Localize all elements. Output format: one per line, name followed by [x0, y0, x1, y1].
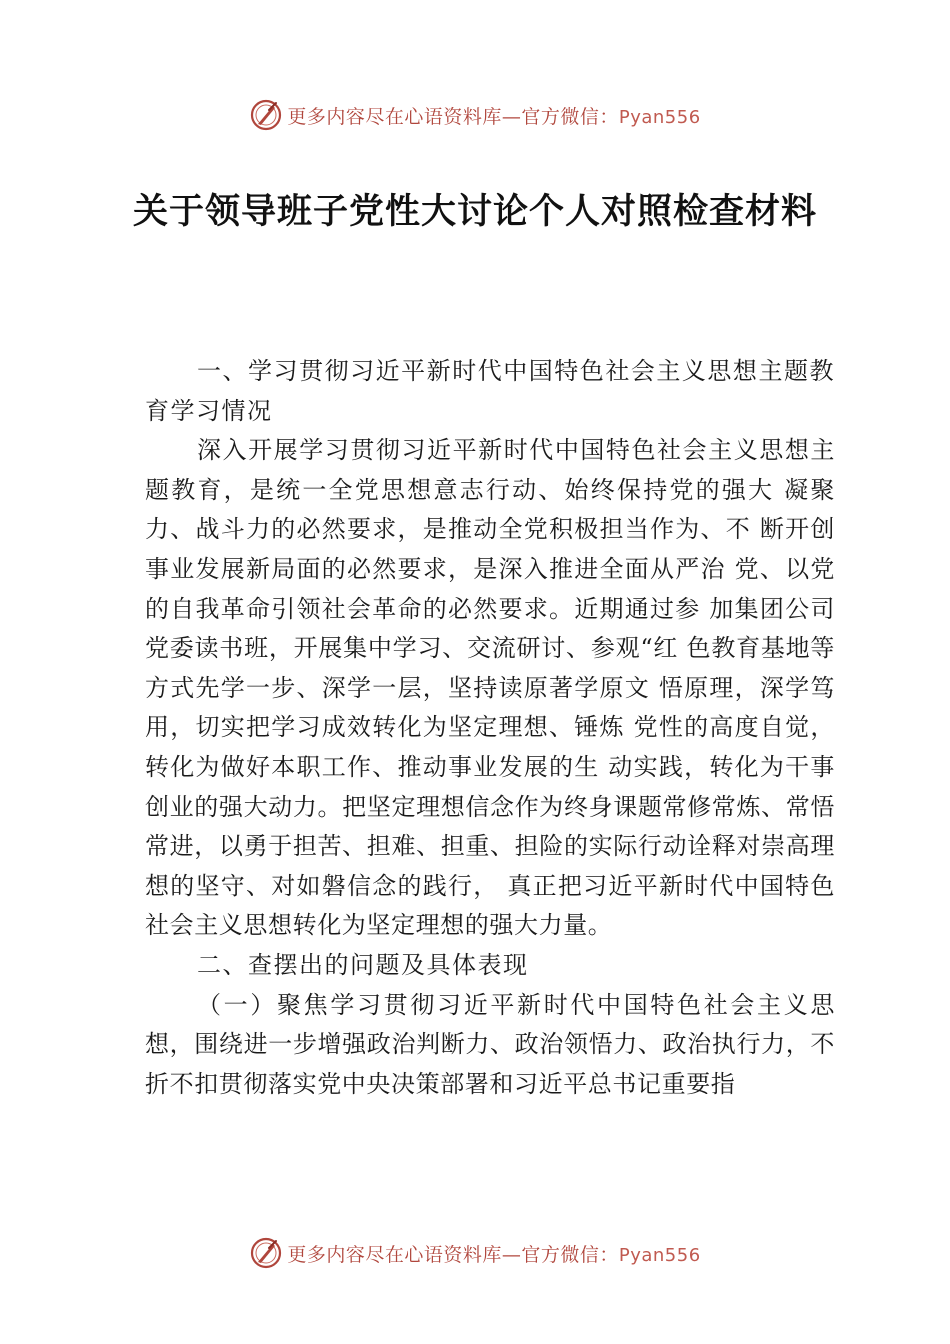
- header-watermark-banner: [0, 95, 950, 135]
- section-1-heading: 一、学习贯彻习近平新时代中国特色社会主义思想主题教育学习情况: [145, 357, 835, 425]
- document-body: [145, 352, 835, 1104]
- banner-text: 更多内容尽在心语资料库—官方微信：Pyan556: [287, 1243, 701, 1266]
- wechat-handle: Pyan556: [618, 106, 701, 128]
- quill-seal-icon: [249, 98, 283, 132]
- footer-watermark-banner: [0, 1233, 950, 1273]
- section-2-subsection-1: （一）聚焦学习贯彻习近平新时代中国特色社会主义思想，围绕进一步增强政治判断力、政治领悟力、政治执行力，不折不扣贯彻落实党中央决策部署和习近平总书记重要指: [145, 990, 835, 1098]
- section-2-heading: 二、查摆出的问题及具体表现: [197, 950, 529, 979]
- banner-text: 更多内容尽在心语资料库—官方微信：Pyan556: [287, 105, 701, 128]
- document-title: 关于领导班子党性大讨论个人对照检查材料: [132, 191, 817, 232]
- section-1-paragraph: 深入开展学习贯彻习近平新时代中国特色社会主义思想主题教育，是统一全党思想意志行动、始终保持党的强大 凝聚力、战斗力的必然要求，是推动全党积极担当作为、不 断开创事业发展新局面的必然要求，是深入推进全面从严治 党、以党的自我革命引领社会革命的必然要求。近期通过参 加集团公司党委读书班，开展集中学习、交流研讨、参观“红 色教育基地等方式先学一步、深学一层，坚持读原著学原文 悟原理，深学笃用，切实把学习成效转化为坚定理想、锤炼 党性的高度自觉，转化为做好本职工作、推动事业发展的生 动实践，转化为干事创业的强大动力。把坚定理想信念作为终身课题常修常炼、常悟常进，以勇于担苦、担难、担重、担险的实际行动诠释对崇高理想的坚守、对如磐信念的践行， 真正把习近平新时代中国特色社会主义思想转化为坚定理想的强大力量。: [145, 436, 835, 940]
- quill-seal-icon: [249, 1236, 283, 1270]
- wechat-handle: Pyan556: [618, 1244, 701, 1266]
